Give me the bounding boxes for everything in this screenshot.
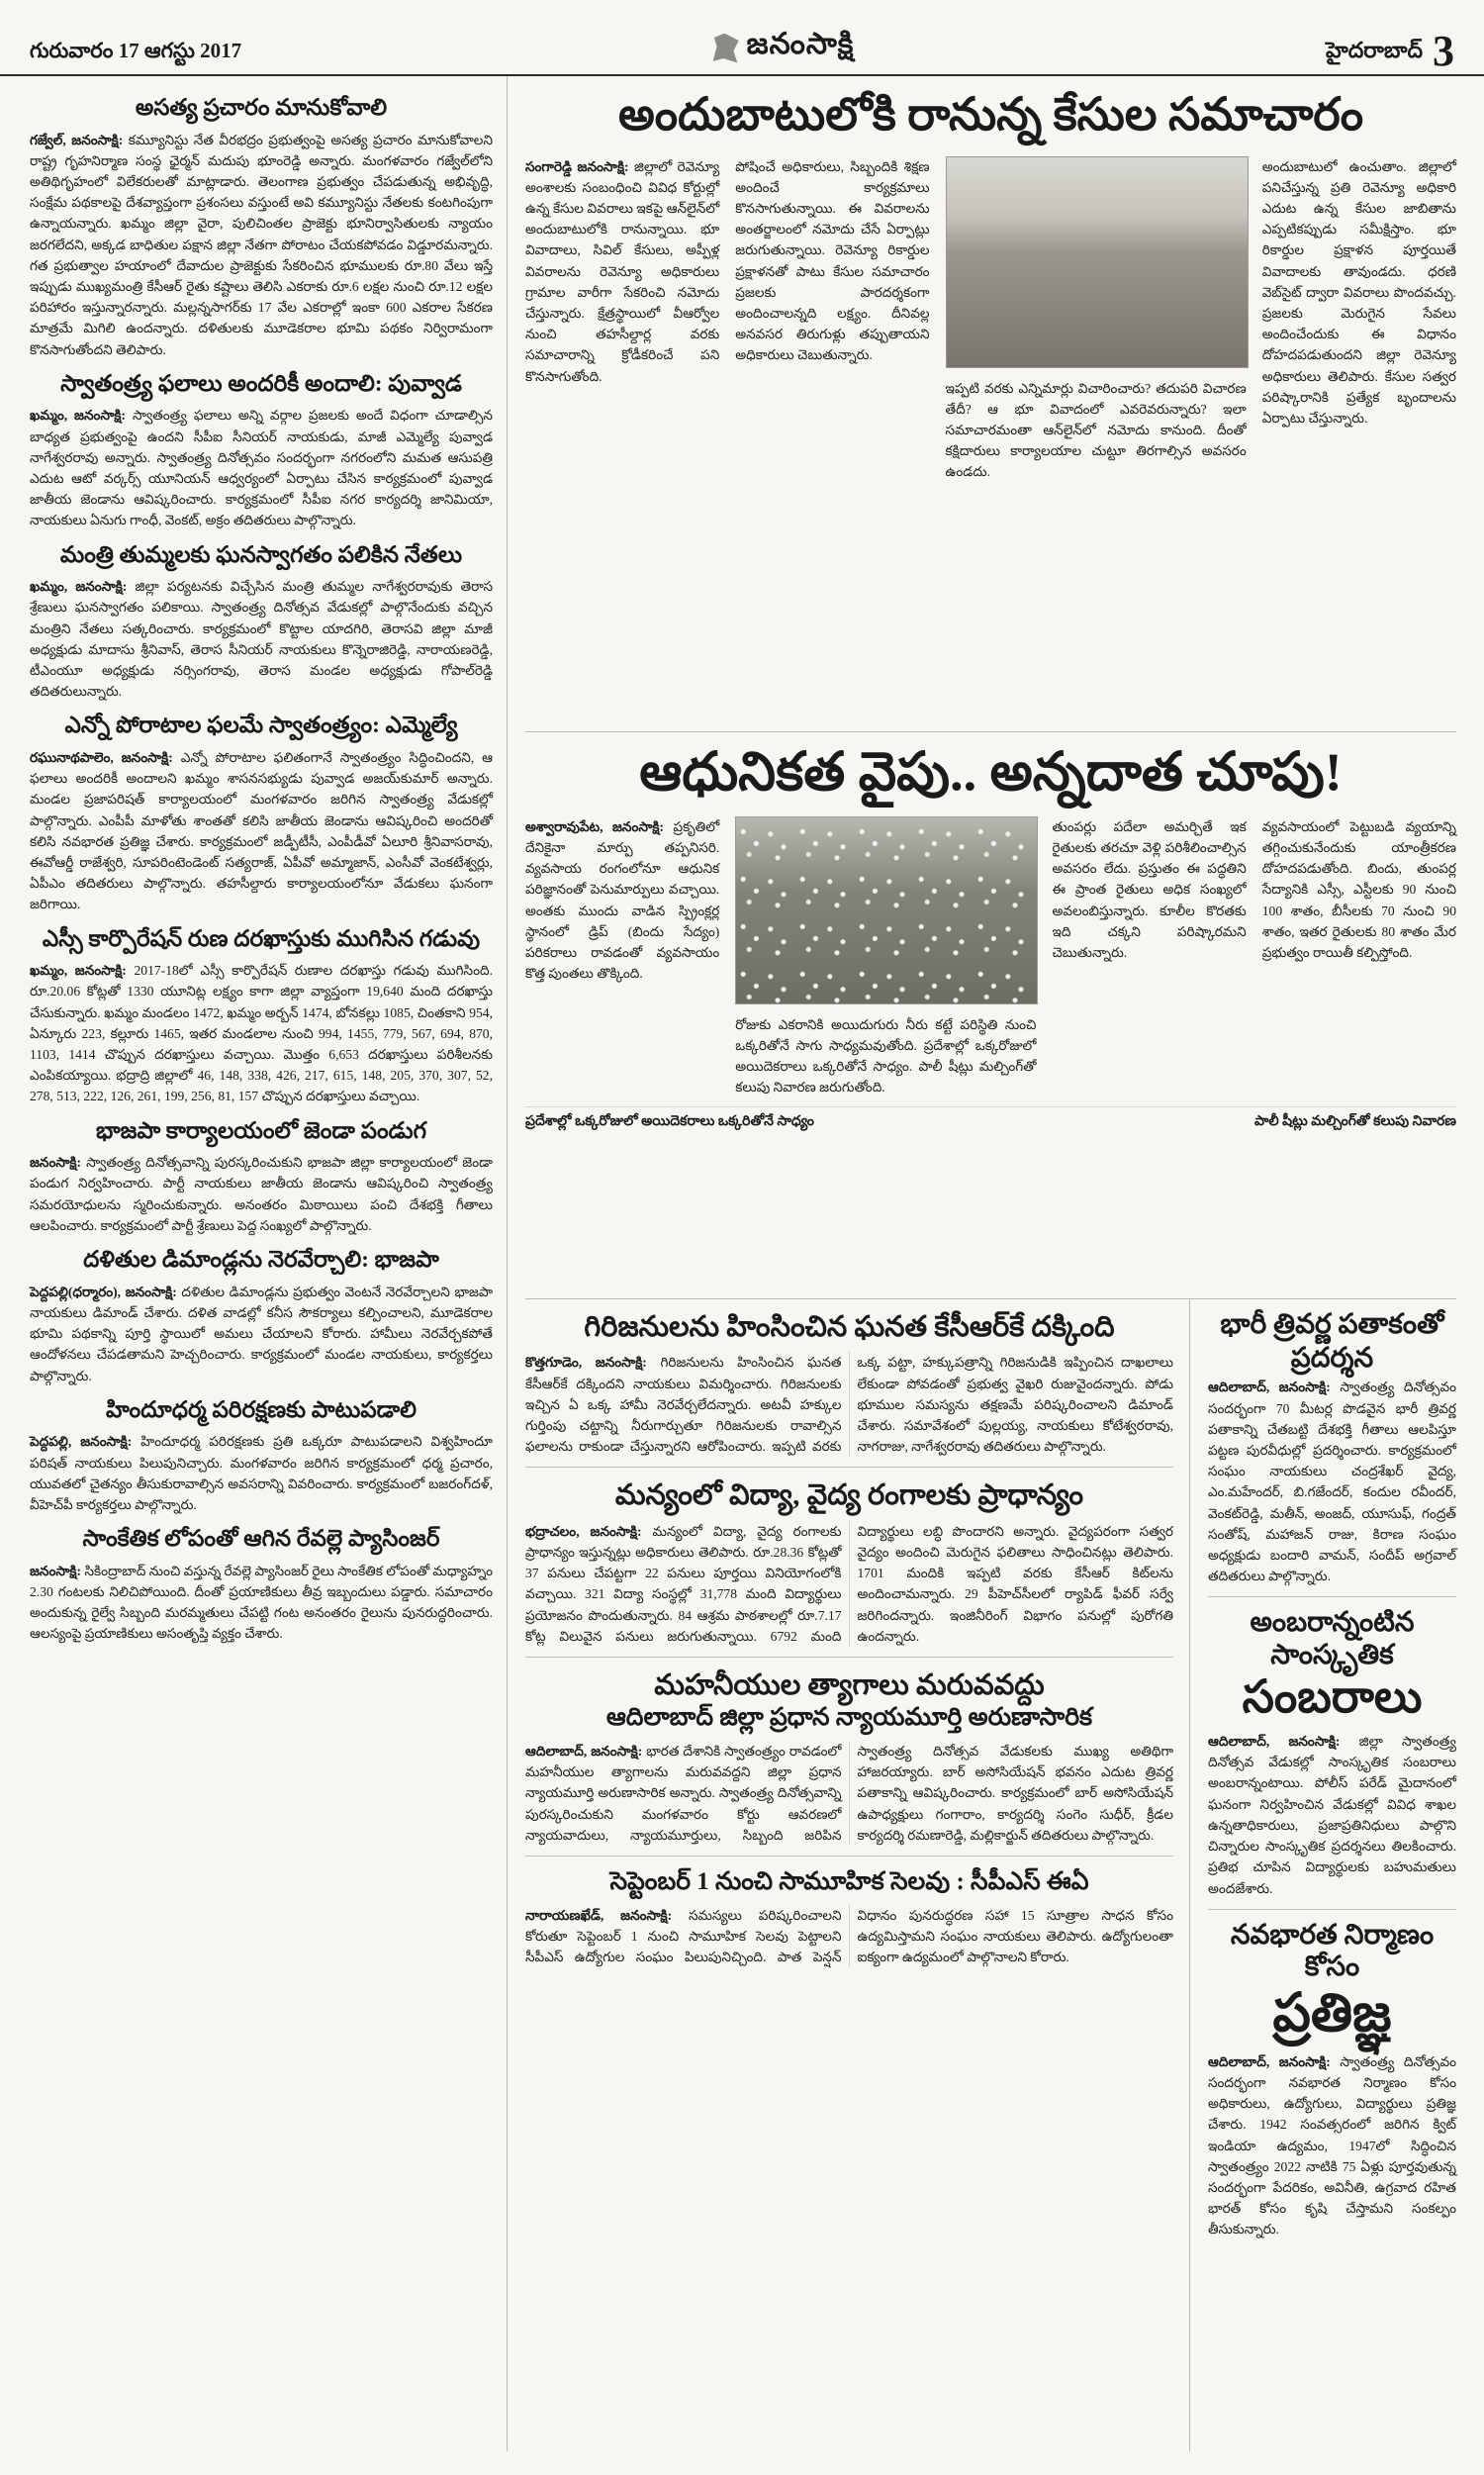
article-body: ఖమ్మం, జనంసాక్షి: జిల్లా పర్యటనకు విచ్చేసిన మంత్రి తుమ్మల నాగేశ్వరరావుకు తెరాస శ్రేణులు ఘనస్వాగతం పలికాయి. స్వాతంత్ర్య దినోత్సవ వేడుకల్లో పాల్గొనేందుకు వచ్చిన మంత్రిని నేతలు సత్కరించారు. కార్యక్రమంలో కొట్టాల యాదగిరి, తెరాసవి జిల్లా మాజీ అధ్యక్షుడు మాదాసు శ్రీనివాస్, తెరాస సీనియర్ నాయకులు కొన్నెరాజిరెడ్డి, నారాయణరెడ్డి, టీఎంయూ అధ్యక్షుడు నర్సింగరావు, తెరాస మండల అధ్యక్షుడు గోపాల్‌రెడ్డి తదితరులున్నారు. [30, 579, 493, 700]
byline: అశ్వారావుపేట, జనంసాక్షి: [525, 818, 664, 834]
feature-col-4: వ్యవసాయంలో పెట్టుబడి వ్యయాన్ని తగ్గించుకునేందుకు యాంత్రీకరణ దోహదపడుతోంది. బిందు, తుంపర్ల సేద్యానికి ఎస్సీ, ఎస్టీలకు 90 నుంచి 100 శాతం, బీసీలకు 70 నుంచి 90 శాతం, ఇతర రైతులకు 80 శాతం మేర ప్రభుత్వం రాయితీ కల్పిస్తోంది. [1261, 818, 1456, 960]
masthead-logo-icon [713, 34, 739, 63]
article-headline-line1: మహనీయుల త్యాగాలు మరువవద్దు [654, 1668, 1045, 1701]
byline: జనంసాక్షి: [30, 1155, 82, 1171]
article-enno-porataala [30, 712, 493, 914]
article-headline: దళితుల డిమాండ్లను నెరవేర్చాలి: భాజపా [83, 1247, 439, 1273]
masthead-title: జనంసాక్షి [746, 28, 855, 60]
photo-barren-land [946, 156, 1249, 368]
byline: రఘునాథపాలెం, జనంసాక్షి: [30, 750, 173, 766]
article-swatantrya-phalalu [30, 370, 493, 531]
main-area [508, 76, 1484, 2451]
byline: ఖమ్మం, జనంసాక్షి: [30, 579, 128, 595]
article-headline: అసత్య ప్రచారం మానుకోవాలి [135, 95, 388, 120]
article-body: పెద్దపల్లి, జనంసాక్షి: హిందూధర్మ పరిరక్షణకు ప్రతి ఒక్కరూ పాటుపడాలని విశ్వహిందూ పరిషత్ నాయకులు పిలుపునిచ్చారు. మంగళవారం జరిగిన కార్యక్రమంలో ధర్మ ప్రచారం, యువతలో చైతన్యం తీసుకురావాల్సిన అవసరాన్ని వివరించారు. కార్యక్రమంలో బజరంగ్‌దళ్, వీహెచ్‌పీ కార్యకర్తలు పాల్గొన్నారు. [30, 1434, 493, 1512]
article-body: జనంసాక్షి: స్వాతంత్ర్య దినోత్సవాన్ని పురస్కరించుకుని భాజపా జిల్లా కార్యాలయంలో జెండా పండుగ నిర్వహించారు. పార్టీ నాయకులు జాతీయ జెండాను ఆవిష్కరించి స్వాతంత్ర్య సమరయోధులను స్మరించుకున్నారు. అనంతరం మిఠాయిలు పంచి దేశభక్తి గీతాలు ఆలపించారు. కార్యక్రమంలో పార్టీ శ్రేణులు పెద్ద సంఖ్యలో పాల్గొన్నారు. [30, 1155, 493, 1233]
article-headline: సెప్టెంబర్ 1 నుంచి సామూహిక సెలవు : సీపీఎస్ ఈఏ [609, 1868, 1089, 1896]
article-body: రఘునాథపాలెం, జనంసాక్షి: ఎన్నో పోరాటాల ఫలితంగానే స్వాతంత్ర్యం సిద్ధించిందని, ఆ ఫలాలు అందరికీ అందాలని ఖమ్మం శాసనసభ్యుడు పువ్వాడ అజయ్‌కుమార్ అన్నారు. మండల ప్రజాపరిషత్ కార్యాలయంలో మంగళవారం జరిగిన స్వాతంత్ర్య వేడుకల్లో పాల్గొన్నారు. ఎంపీపీ మాళోతు శాంతతో కలిసి జాతీయ జెండాను ఆవిష్కరించి అందరితో కలిసి నవభారత ప్రతిజ్ఞ చేశారు. కార్యక్రమంలో జడ్పీటీసీ, ఎంపీడీవో ఏలూరి శ్రీనివాసరావు, ఈవోఆర్డీ రాజేశ్వరి, సూపరింటెండెంట్ సత్యరాజ్, ఏపీవో అమ్మాజాన్, ఎంసీవో వెంకటేశ్వర్లు, ఏపీఎం తదితరులు పాల్గొన్నారు. తహసీల్దారు కార్యాలయంలోనూ వేడుకలు ఘనంగా జరిగాయి. [30, 750, 493, 912]
article-headline-line1: భారీ త్రివర్ణ పతాకంతో [1220, 1309, 1444, 1340]
article-mantri-thummala [30, 541, 493, 703]
byline: ఖమ్మం, జనంసాక్షి: [30, 963, 127, 979]
right-column [1208, 1299, 1456, 2451]
byline: జనంసాక్షి: [30, 1563, 82, 1578]
article-body: ఖమ్మం, జనంసాక్షి: స్వాతంత్ర్య ఫలాలు అన్ని వర్గాల ప్రజలకు అందే విధంగా చూడాల్సిన బాధ్యత ప్రభుత్వంపై ఉందని సీపీఐ సీనియర్ నాయకుడు, మాజీ ఎమ్మెల్యే పువ్వాడ నాగేశ్వరరావు అన్నారు. స్వాతంత్ర్య దినోత్సవం సందర్భంగా నగరంలోని మమత ఆసుపత్రి ఎదుట ఆటో వర్కర్స్ యూనియన్ ఆధ్వర్యంలో ఏర్పాటు చేసిన కార్యక్రమంలో పువ్వాడ జాతీయ జెండాను ఆవిష్కరించారు. కార్యక్రమంలో సీపీఐ నగర కార్యదర్శి జానిమియా, నాయకులు ఏనుగు గాంధీ, వెంకట్, అక్రం తదితరులు పాల్గొన్నారు. [30, 408, 493, 528]
edition-name: హైదరాబాద్ [1326, 38, 1423, 62]
article-body: జనంసాక్షి: సికింద్రాబాద్ నుంచి వస్తున్న రేవల్లె ప్యాసింజర్ రైలు సాంకేతిక లోపంతో మధ్యాహ్నం 2.30 గంటలకు నిలిచిపోయింది. దీంతో ప్రయాణికులు తీవ్ర ఇబ్బందులు పడ్డారు. సమాచారం అందుకున్న రైల్వే సిబ్బంది మరమ్మతులు చేపట్టి గంట అనంతరం రైలును పునరుద్ధరించారు. ఆలస్యంపై ప్రయాణికులు అసంతృప్తి వ్యక్తం చేశారు. [30, 1563, 493, 1642]
deck-right: పాలీ షీట్లు మల్చింగ్‌తో కలుపు నివారణ [1253, 1113, 1456, 1129]
article-mahaneeyula: మహనీయుల త్యాగాలు మరువవద్దు ఆదిలాబాద్ జిల్లా ప్రధాన న్యాయమూర్తి అరుణాసారిక ఆదిలాబాద్, జనంసాక్షి: భారత దేశానికి స్వాతంత్ర్యం రావడంలో మహనీయుల త్యాగాలను మరువవద్దని జిల్లా ప్రధాన న్యాయమూర్తి అరుణాసారిక అన్నారు. స్వాతంత్ర్య దినోత్సవాన్ని పురస్కరించుకుని మంగళవారం కోర్టు ఆవరణలో న్యాయవాదులు, న్యాయమూర్తులు, సిబ్బంది జరిపిన స్వాతంత్ర్య దినోత్సవ వేడుకలకు ముఖ్య అతిథిగా హాజరయ్యారు. బార్ అసోసియేషన్ భవనం ఎదుట త్రివర్ణ పతాకాన్ని ఆవిష్కరించారు. కార్యక్రమంలో బార్ అసోసియేషన్ ఉపాధ్యక్షులు గంగారాం, కార్యదర్శి సంగెం సుధీర్, క్రీడల కార్యదర్శి రమణారెడ్డి, మల్లికార్జున్ తదితరులు పాల్గొన్నారు. [525, 1669, 1173, 1856]
masthead [713, 28, 855, 68]
article-navabharatha-prathijna: నవభారత నిర్మాణం కోసం ప్రతిజ్ఞ ఆదిలాబాద్, జనంసాక్షి: స్వాతంత్ర్య దినోత్సవం సందర్భంగా నవభారత నిర్మాణం కోసం అధికారులు, ఉద్యోగులు, విద్యార్థులు ప్రతిజ్ఞ చేశారు. 1942 సంవత్సరంలో జరిగిన క్విట్ ఇండియా ఉద్యమం, 1947లో సిద్ధించిన స్వాతంత్ర్యం 2022 నాటికి 75 ఏళ్లు పూర్తవుతున్న సందర్భంగా పేదరికం, అవినీతి, ఉగ్రవాద రహిత భారత్ కోసం కృషి చేస్తామని సంకల్పం తీసుకున్నారు. [1208, 1919, 1456, 2237]
lead-col-4: అందుబాటులో ఉంచుతాం. జిల్లాలో పనిచేస్తున్న ప్రతి రెవెన్యూ అధికారి ఎదుట ఉన్న కేసుల జాబితాను ఎప్పటికప్పుడు సమీక్షిస్తాం. భూ రికార్డుల ప్రక్షాళన పూర్తయితే వివాదాలకు తావుండదు. ధరణి వెబ్‌సైట్ ద్వారా వివరాలు పొందవచ్చు. ప్రజలకు మెరుగైన సేవలు అందించేందుకు ఈ విధానం దోహదపడుతుందని జిల్లా రెవెన్యూ అధికారులు తెలిపారు. కేసుల సత్వర పరిష్కారానికి ప్రత్యేక బృందాలను ఏర్పాటు చేస్తున్నారు. [1261, 158, 1456, 427]
byline: పెద్దపల్లి(ధర్మారం), జనంసాక్షి: [30, 1284, 177, 1299]
article-revalle-passenger [30, 1525, 493, 1644]
page-number: 3 [1433, 26, 1454, 75]
byline: నారాయణఖేడ్, జనంసాక్షి: [525, 1907, 673, 1923]
page-header [0, 0, 1484, 76]
feature-col-1: అశ్వారావుపేట, జనంసాక్షి: ప్రకృతిలో దేనికైనా మార్పు తప్పనిసరి. వ్యవసాయ రంగంలోనూ ఆధునిక పరిజ్ఞానంతో పెనుమార్పులు వచ్చాయి. అంతకు ముందు వాడిన స్ప్రింక్లర్ల స్థానంలో డ్రిప్ (బిందు సేద్యం) పరికరాలు రావడంతో వ్యవసాయం కొత్త పుంతలు తొక్కింది. [525, 818, 720, 982]
byline: గజ్వేల్, జనంసాక్షి: [30, 132, 124, 147]
byline: భద్రాచలం, జనంసాక్షి: [525, 1523, 642, 1539]
left-column [0, 76, 508, 2451]
byline: ఆదిలాబాద్, జనంసాక్షి: [1208, 1380, 1331, 1395]
feature-col-3: తుంపర్లు పదేలా అమర్చితే ఇక రైతులకు తరచూ వెళ్లి పరిశీలించాల్సిన అవసరం లేదు. ప్రస్తుతం ఈ పద్ధతిని ఈ ప్రాంత రైతులు అధిక సంఖ్యలో అవలంబిస్తున్నారు. కూలీల కొరతకు ఇది చక్కని పరిష్కారమని చెబుతున్నారు. [1052, 818, 1247, 960]
lead-col-photo: ఇప్పటి వరకు ఎన్నిమార్లు విచారించారు? తదుపరి విచారణ తేదీ? ఆ భూ వివాదంలో ఎవరెవరున్నారు? ఇలా సమాచారమంతా ఆన్‌లైన్‌లో నమోదు కానుంది. దీంతో కక్షిదారులు కార్యాలయాల చుట్టూ తిరగాల్సిన అవసరం ఉండదు. [946, 156, 1247, 483]
byline: ఆదిలాబాద్, జనంసాక్షి: [1208, 1734, 1341, 1750]
article-samskruthika-sambaralu: అంబరాన్నంటిన సాంస్కృతిక సంబరాలు ఆదిలాబాద్, జనంసాక్షి: జిల్లా స్వాతంత్ర్య దినోత్సవ వేడుకల్లో సాంస్కృతిక సంబరాలు అంబరాన్నంటాయి. పోలీస్ పరేడ్ మైదానంలో ఘనంగా నిర్వహించిన వేడుకల్లో వివిధ శాఖల ఉన్నతాధికారులు, ప్రజాప్రతినిధులు పాల్గొని చిన్నారుల సాంస్కృతిక ప్రదర్శనలు తిలకించారు. ప్రతిభ చూపిన విద్యార్థులకు బహుమతులు అందజేశారు. [1208, 1607, 1456, 1909]
article-body: గజ్వేల్, జనంసాక్షి: కమ్యూనిస్టు నేత వీరభద్రం ప్రభుత్వంపై అసత్య ప్రచారం మానుకోవాలని రాష్ట్ర గృహనిర్మాణ సంస్థ ఛైర్మన్ మదుపు భూంరెడ్డి అన్నారు. మంగళవారం గజ్వేల్‌లోని అతిథిగృహంలో విలేకరులతో మాట్లాడారు. తెలంగాణ ప్రభుత్వం చేపడుతున్న అభివృద్ధి, సంక్షేమ పథకాలపై దేశవ్యాప్తంగా ప్రశంసలు వస్తుంటే అవి కమ్యూనిస్టు నేతలకు కంటగింపుగా ఉన్నాయన్నారు. ఖమ్మం జిల్లా వైరా, పులిచింతల ప్రాజెక్టు భూనిర్వాసితులకు న్యాయం జరగలేదని, అక్కడ బాధితుల పక్షాన జిల్లా నేతగా పోరాటం చేయకపోవడం విడ్డూరమన్నారు. గత ప్రభుత్వాల హయాంలో దేవాదుల ప్రాజెక్టుకు సేకరించిన భూములకు రూ.80 వేలు ఇస్తే ఇప్పుడు ముఖ్యమంత్రి కేసీఆర్ రైతు కష్టాలు తెలిసి ఎకరాకు రూ.6 లక్షల నుంచి రూ.12 లక్షల పరిహారం ఇస్తున్నారన్నారు. మల్లన్నసాగర్‌కు 17 వేల ఎకరాల్లో ఇంకా 600 ఎకరాల సేకరణ మాత్రమే మిగిలి ఉందన్నారు. దళితులకు మూడెకరాల భూమి పథకం నిర్విరామంగా కొనసాగుతోందని తెలిపారు. [30, 132, 493, 357]
article-kesula-samacharam [525, 80, 1456, 732]
article-body: పెద్దపల్లి(ధర్మారం), జనంసాక్షి: దళితుల డిమాండ్లను ప్రభుత్వం వెంటనే నెరవేర్చాలని భాజపా నాయకులు డిమాండ్ చేశారు. దళిత వాడల్లో కనీస సౌకర్యాలు కల్పించాలని, మూడెకరాల భూమి పథకాన్ని పూర్తి స్థాయిలో అమలు చేయాలని కోరారు. హామీలు నెరవేర్చకపోతే ఆందోళనలు చేపడతామని హెచ్చరించారు. కార్యక్రమంలో మండల నాయకులు, కార్యకర్తలు పాల్గొన్నారు. [30, 1284, 493, 1383]
article-headline: మన్యంలో విద్యా, వైద్య రంగాలకు ప్రాధాన్యం [614, 1479, 1084, 1512]
article-headline: స్వాతంత్ర్య ఫలాలు అందరికీ అందాలి: పువ్వాడ [60, 370, 462, 396]
article-headline-line1: నవభారత నిర్మాణం కోసం [1230, 1919, 1435, 1982]
article-aadhunikatha [525, 732, 1456, 1299]
deck-left: ప్రదేశాల్లో ఒక్కరోజులో అయిదెకరాలు ఒక్కరితోనే సాధ్యం [525, 1113, 814, 1129]
feature-headline: ఆధునికత వైపు.. అన్నదాత చూపు! [639, 742, 1343, 802]
article-trivarna-pathakam: భారీ త్రివర్ణ పతాకంతో ప్రదర్శన ఆదిలాబాద్, జనంసాక్షి: స్వాతంత్ర్య దినోత్సవం సందర్భంగా 70 మీటర్ల పొడవైన భారీ త్రివర్ణ పతాకాన్ని చేతబట్టి దేశభక్తి గీతాలు ఆలపిస్తూ పట్టణ పురవీధుల్లో ప్రదర్శించారు. కార్యక్రమంలో సంఘం నాయకులు చంద్రశేఖర్ వైద్య, ఎం.మహేందర్, బి.గజేందర్, కందుల రవీందర్, వెంకట్‌రెడ్డి, మతీన్, అంజద్, యూసుఫ్, గంద్రత్ సంతోష్, మహాజన్ రాజు, కిరాణ సంఘం అధ్యక్షుడు బందారి వామన్, సందీప్ అగ్రవాల్ తదితరులు పాల్గొన్నారు. [1208, 1309, 1456, 1597]
article-dalithula-demands [30, 1246, 493, 1386]
article-headline-line2: ప్రతిజ్ఞ [1272, 1983, 1392, 2044]
article-asatya-pracharam [30, 94, 493, 360]
byline: ఆదిలాబాద్, జనంసాక్షి: [1208, 2053, 1331, 2069]
article-body: ఖమ్మం, జనంసాక్షి: 2017-18లో ఎస్సీ కార్పొరేషన్ రుణాల దరఖాస్తు గడువు ముగిసింది. రూ.20.06 కోట్లతో 1330 యూనిట్ల లక్ష్యం కాగా జిల్లా వ్యాప్తంగా 19,640 మంది దరఖాస్తు చేసుకున్నారు. ఖమ్మం మండలం 1472, ఖమ్మం అర్బన్ 1474, బోనకల్లు 1085, చింతకాని 954, ఏన్కూరు 223, కల్లూరు 1465, ఇతర మండలాల నుంచి 994, 1455, 779, 567, 694, 870, 1103, 1414 చొప్పున దరఖాస్తులు వచ్చాయి. మొత్తం 6,653 దరఖాస్తులు పరిశీలనకు ఎంపికయ్యాయి. భద్రాద్రి జిల్లాలో 46, 148, 338, 426, 217, 615, 148, 205, 370, 307, 52, 278, 513, 222, 126, 261, 199, 256, 81, 157 చొప్పున దరఖాస్తులు వచ్చాయి. [30, 963, 493, 1104]
byline: కొత్తగూడెం, జనంసాక్షి: [525, 1355, 647, 1371]
article-headline: హిందూధర్మ పరిరక్షణకు పాటుపడాలి [106, 1396, 417, 1422]
feature-deck [525, 1106, 1456, 1132]
article-headline: ఎస్సీ కార్పొరేషన్ రుణ దరఖాస్తుకు ముగిసిన గడువు [42, 925, 481, 951]
center-column [525, 1299, 1190, 2451]
byline: పెద్దపల్లి, జనంసాక్షి: [30, 1434, 133, 1450]
article-headline-line1: అంబరాన్నంటిన సాంస్కృతిక [1250, 1607, 1415, 1670]
lead-col-2: పోషించే అధికారులు, సిబ్బందికి శిక్షణ అందించే కార్యక్రమాలు కొనసాగుతున్నాయి. ఈ వివరాలను అంతర్జాలంలో నమోదు చేసే ఏర్పాట్లు జరుగుతున్నాయి. రెవెన్యూ రికార్డుల ప్రక్షాళనతో పాటు కేసుల సమాచారం ప్రజలకు పారదర్శకంగా అందించాలన్నది లక్ష్యం. దీనివల్ల అనవసర తిరుగుళ్లు తప్పుతాయని అధికారులు చెబుతున్నారు. [735, 158, 930, 363]
article-hindu-dharma [30, 1396, 493, 1515]
edition-block [1326, 26, 1454, 75]
article-headline-line2: సంబరాలు [1242, 1670, 1423, 1722]
article-headline: ఎన్నో పోరాటాల ఫలమే స్వాతంత్ర్యం: ఎమ్మెల్యే [64, 713, 458, 738]
article-headline: మంత్రి తుమ్మలకు ఘనస్వాగతం పలికిన నేతలు [59, 541, 463, 567]
lead-col-1: సంగారెడ్డి జనంసాక్షి: జిల్లాలో రెవెన్యూ అంశాలకు సంబంధించి వివిధ కోర్టుల్లో ఉన్న కేసుల వివరాలు ఇకపై ఆన్‌లైన్‌లో అందుబాటులోకి రానున్నాయి. భూ వివాదాలు, సివిల్ కేసులు, అప్పీళ్ల వివరాలను రెవెన్యూ అధికారులు గ్రామాల వారీగా సేకరించి నమోదు చేస్తున్నారు. క్షేత్రస్థాయిలో వీఆర్వోల నుంచి తహసీల్దార్ల వరకు సమాచారాన్ని క్రోడీకరించే పని కొనసాగుతోంది. [525, 158, 720, 384]
feature-columns [525, 816, 1456, 1098]
byline: ఆదిలాబాద్, జనంసాక్షి: [525, 1744, 643, 1760]
article-headline-line2: ఆదిలాబాద్ జిల్లా ప్రధాన న్యాయమూర్తి అరుణాసారిక [605, 1704, 1093, 1732]
byline: సంగారెడ్డి జనంసాక్షి: [525, 158, 629, 174]
date-text: గురువారం 17 ఆగస్టు 2017 [30, 39, 242, 62]
bottom-region [525, 1299, 1456, 2451]
lead-columns [525, 156, 1456, 483]
photo-poly-mulching-field [735, 816, 1038, 1004]
article-headline: గిరిజనులను హింసించిన ఘనత కేసీఆర్‌కే దక్కింది [584, 1311, 1115, 1343]
body-grid [0, 76, 1484, 2451]
feature-col-photo: రోజుకు ఎకరానికి అయిదుగురు నీరు కట్టే పరిస్థితి నుంచి ఒక్కరితోనే సాగు సాధ్యమవుతోంది. ప్రదేశాల్లో ఒక్కరోజులో అయిదెకరాలు ఒక్కరితోనే సాధ్యం. పాలీ షీట్లు మల్చింగ్‌తో కలుపు నివారణ జరుగుతోంది. [735, 816, 1036, 1098]
article-girijanulu: గిరిజనులను హింసించిన ఘనత కేసీఆర్‌కే దక్కింది కొత్తగూడెం, జనంసాక్షి: గిరిజనులను హింసించిన ఘనత కేసీఆర్‌కే దక్కిందని నాయకులు విమర్శించారు. గిరిజనులకు ఇచ్చిన ఏ ఒక్క హామీ నెరవేర్చలేదన్నారు. అటవీ హక్కుల గుర్తింపు చట్టాన్ని నీరుగార్చుతూ గిరిజనులకు రావాల్సిన ఫలాలను రాకుండా చేస్తున్నారని ఆరోపించారు. ఇప్పటి వరకు ఒక్క పట్టా, హక్కుపత్రాన్ని గిరిజనుడికి ఇప్పించిన దాఖలాలు లేకుండా పోవడంతో ప్రభుత్వ వైఖరి రుజువైందన్నారు. పోడు భూముల సమస్యను తక్షణమే పరిష్కరించాలని డిమాండ్ చేశారు. సమావేశంలో పుల్లయ్య, నాయకులు కోటేశ్వరరావు, నాగరాజు, నాగేశ్వరరావు తదితరులు పాల్గొన్నారు. [525, 1311, 1173, 1468]
article-sc-corporation [30, 925, 493, 1107]
article-cps-selavu: సెప్టెంబర్ 1 నుంచి సామూహిక సెలవు : సీపీఎస్ ఈఏ నారాయణఖేడ్, జనంసాక్షి: సమస్యలు పరిష్కరించాలని కోరుతూ సెప్టెంబర్ 1 నుంచి సామూహిక సెలవు పెట్టాలని సీపీఎస్ ఉద్యోగుల సంఘం పిలుపునిచ్చింది. పాత పెన్షన్ విధానం పునరుద్ధరణ సహా 15 సూత్రాల సాధన కోసం ఉద్యమిస్తామని సంఘం నాయకులు తెలిపారు. ఉద్యోగులంతా ఐక్యంగా ఉద్యమంలో పాల్గొనాలని కోరారు. [525, 1868, 1173, 1965]
lead-headline: అందుబాటులోకి రానున్న కేసుల సమాచారం [617, 89, 1364, 140]
article-headline-line2: ప్రదర్శన [1290, 1343, 1374, 1375]
article-headline: భాజపా కార్యాలయంలో జెండా పండుగ [95, 1117, 426, 1143]
article-bjp-jenda-panduga [30, 1117, 493, 1236]
byline: ఖమ్మం, జనంసాక్షి: [30, 408, 127, 424]
article-manyam-vidya: మన్యంలో విద్యా, వైద్య రంగాలకు ప్రాధాన్యం భద్రాచలం, జనంసాక్షి: మన్యంలో విద్యా, వైద్య రంగాలకు ప్రాధాన్యం ఇస్తున్నట్లు అధికారులు తెలిపారు. రూ.28.36 కోట్లతో 37 పనులు చేపట్టగా 22 పనులు పూర్తయి వినియోగంలోకి వచ్చాయి. 321 విద్యా సంస్థల్లో 31,778 మంది విద్యార్థులు ప్రయోజనం పొందుతున్నారు. 84 ఆశ్రమ పాఠశాలల్లో రూ.7.17 కోట్ల విలువైన పనులు జరుగుతున్నాయి. 6792 మంది విద్యార్థులు లబ్ధి పొందారని అన్నారు. వైద్యపరంగా సత్వర వైద్యం అందించి మెరుగైన ఫలితాలు సాధించినట్లు తెలిపారు. 1701 మందికి ఇప్పటి వరకు కేసీఆర్ కిట్‌లను అందించామన్నారు. 29 పీహెచ్‌సీలలో ర్యాపిడ్ ఫీవర్ సర్వే జరిగిందన్నారు. ఇంజినీరింగ్ విభాగం పనుల్లో పురోగతి ఉందన్నారు. [525, 1479, 1173, 1658]
article-headline: సాంకేతిక లోపంతో ఆగిన రేవల్లె ప్యాసింజర్ [82, 1526, 440, 1552]
